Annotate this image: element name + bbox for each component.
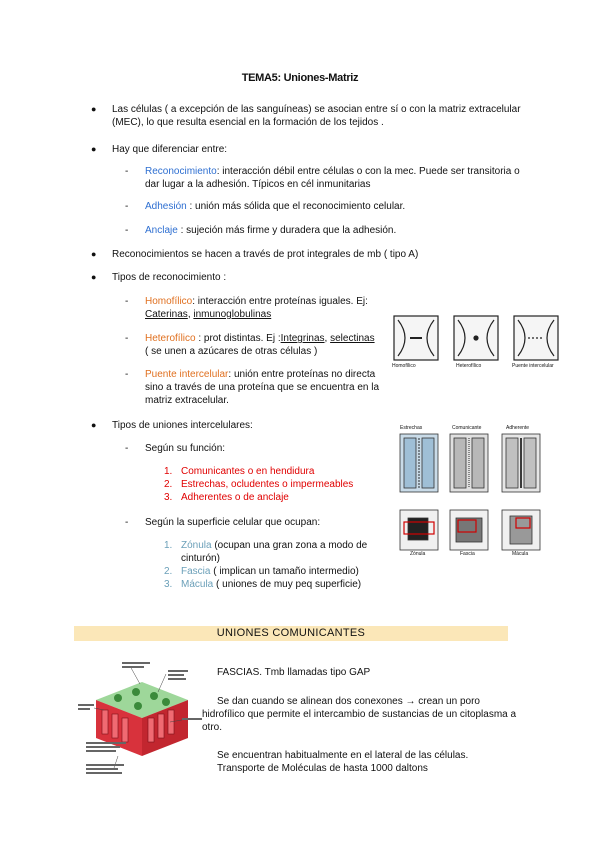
term-puente: Puente intercelular bbox=[145, 369, 229, 380]
ordered-item bbox=[164, 491, 289, 504]
recognition-figure bbox=[392, 312, 578, 374]
separator: , bbox=[324, 333, 331, 344]
sub-item-adhesion bbox=[125, 200, 406, 213]
fig-label: Adherente bbox=[506, 425, 530, 431]
bullet-item bbox=[91, 271, 227, 284]
dash-icon: - bbox=[125, 333, 129, 344]
term-homofilico: Homofílico bbox=[145, 296, 193, 307]
bullet-icon: ● bbox=[91, 249, 97, 259]
ordered-item bbox=[164, 565, 359, 578]
term-macula: Mácula bbox=[181, 579, 214, 590]
section-paragraph bbox=[202, 695, 530, 734]
fig-label: Estrechas bbox=[400, 425, 423, 431]
term-definition: : interacción débil entre células o con la mec. Puede ser transitoria o bbox=[216, 166, 520, 177]
fig-label: Zónula bbox=[410, 551, 426, 557]
bullet-icon: ● bbox=[91, 420, 97, 430]
junctions-diagram bbox=[396, 424, 546, 558]
example-selectinas: selectinas bbox=[330, 333, 375, 344]
example-inmunoglobulinas: inmunoglobulinas bbox=[193, 309, 272, 320]
term-definition: : unión más sólida que el reconocimiento celular. bbox=[186, 201, 406, 212]
term-heterofilico: Heterofílico bbox=[145, 333, 196, 344]
gap-junction-diagram bbox=[78, 660, 208, 780]
separator: , bbox=[187, 309, 194, 320]
term-definition-cont: matriz extracelular. bbox=[145, 395, 229, 406]
item-text-cont: cinturón) bbox=[181, 553, 220, 564]
example-caterinas: Caterinas bbox=[145, 309, 188, 320]
term-fascia: Fascia bbox=[181, 566, 211, 577]
sub-item-superficie bbox=[125, 516, 321, 529]
term-zonula: Zónula bbox=[181, 540, 212, 551]
sub-item-anclaje bbox=[125, 224, 397, 237]
term-reconocimiento: Reconocimiento bbox=[145, 166, 217, 177]
item-text: (ocupan una gran zona a modo de bbox=[211, 540, 368, 551]
dash-icon: - bbox=[125, 201, 129, 212]
bullet-icon: ● bbox=[91, 272, 97, 282]
bullet-icon: ● bbox=[91, 144, 97, 154]
item-text: ( uniones de muy peq superficie) bbox=[213, 579, 362, 590]
term-definition: : unión entre proteínas no directa bbox=[228, 369, 376, 380]
term-definition: : interacción entre proteínas iguales. Ej: bbox=[192, 296, 368, 307]
ordered-item bbox=[164, 478, 353, 491]
item-number: 3. bbox=[164, 579, 173, 590]
sub-item-puente bbox=[125, 368, 385, 407]
bullet-item bbox=[91, 248, 419, 261]
example-integrinas: Integrinas bbox=[280, 333, 325, 344]
dash-icon: - bbox=[125, 517, 129, 528]
paragraph-line: otro. bbox=[202, 722, 223, 733]
sub-item-reconocimiento bbox=[125, 165, 530, 191]
term-definition: : prot distintas. Ej : bbox=[195, 333, 281, 344]
paragraph-line: hidrofílico que permite el intercambio de sustancias de un citoplasma a bbox=[202, 709, 517, 720]
bullet-item bbox=[91, 103, 532, 129]
section-paragraph bbox=[217, 749, 517, 775]
ordered-item bbox=[164, 539, 386, 565]
bullet-text: Reconocimientos se hacen a través de prot integrales de mb ( tipo A) bbox=[112, 249, 419, 260]
fig-label: Mácula bbox=[512, 551, 529, 557]
fig-label: Heterofílico bbox=[456, 363, 482, 369]
term-definition-cont: ( se unen a azúcares de otras células ) bbox=[145, 346, 318, 357]
item-number: 1. bbox=[164, 540, 173, 551]
fig-label: Comunicante bbox=[452, 425, 482, 431]
bullet-item bbox=[91, 419, 253, 432]
term-definition-cont: sino a través de una proteína que se encuentra en la bbox=[145, 382, 380, 393]
fig-label: Fascia bbox=[460, 551, 475, 557]
junctions-figure bbox=[396, 424, 546, 558]
gap-junction-figure bbox=[78, 660, 208, 780]
bullet-text: Tipos de reconocimiento : bbox=[112, 272, 227, 283]
paragraph-line: Se encuentran habitualmente en el lateral de las células. bbox=[217, 750, 469, 761]
sub-item-heterofilico bbox=[125, 332, 385, 358]
paragraph-line: Se dan cuando se alinean dos conexones → crean un poro bbox=[217, 696, 480, 707]
fig-label: Homofílico bbox=[392, 363, 416, 369]
term-definition-cont: dar lugar a la adhesión. Típicos en cél inmunitarias bbox=[145, 179, 371, 190]
bullet-text: Las células ( a excepción de las sanguíneas) se asocian entre sí o con la matriz extracelular (MEC), lo que resulta esencial en la formación de los tejidos . bbox=[112, 104, 521, 128]
bullet-icon: ● bbox=[91, 104, 97, 114]
bullet-text: Hay que diferenciar entre: bbox=[112, 144, 228, 155]
fig-label: Puente intercelular bbox=[512, 363, 554, 369]
dash-icon: - bbox=[125, 296, 129, 307]
paragraph-line: Transporte de Moléculas de hasta 1000 daltons bbox=[217, 763, 428, 774]
sub-item-funcion bbox=[125, 442, 226, 455]
page-title: TEMA5: Uniones-Matriz bbox=[241, 72, 359, 84]
dash-icon: - bbox=[125, 369, 129, 380]
item-number: 2. bbox=[164, 566, 173, 577]
sub-heading: Según su función: bbox=[145, 443, 226, 454]
term-anclaje: Anclaje bbox=[145, 225, 178, 236]
sub-item-homofilico bbox=[125, 295, 385, 321]
item-number: 2. bbox=[164, 479, 173, 490]
term-definition: : sujeción más firme y duradera que la adhesión. bbox=[177, 225, 397, 236]
section-paragraph: FASCIAS. Tmb llamadas tipo GAP bbox=[217, 667, 371, 678]
ordered-item bbox=[164, 578, 361, 591]
item-number: 1. bbox=[164, 466, 173, 477]
sub-heading: Según la superficie celular que ocupan: bbox=[145, 517, 321, 528]
item-text: ( implican un tamaño intermedio) bbox=[210, 566, 359, 577]
bullet-item bbox=[91, 143, 228, 156]
term-adhesion: Adhesión bbox=[145, 201, 187, 212]
item-text: Estrechas, ocludentes o impermeables bbox=[181, 479, 354, 490]
dash-icon: - bbox=[125, 225, 129, 236]
item-text: Comunicantes o en hendidura bbox=[181, 466, 315, 477]
item-number: 3. bbox=[164, 492, 173, 503]
bullet-text: Tipos de uniones intercelulares: bbox=[112, 420, 253, 431]
dash-icon: - bbox=[125, 166, 129, 177]
ordered-item bbox=[164, 465, 314, 478]
section-header: UNIONES COMUNICANTES bbox=[74, 626, 508, 641]
dash-icon: - bbox=[125, 443, 129, 454]
item-text: Adherentes o de anclaje bbox=[181, 492, 289, 503]
